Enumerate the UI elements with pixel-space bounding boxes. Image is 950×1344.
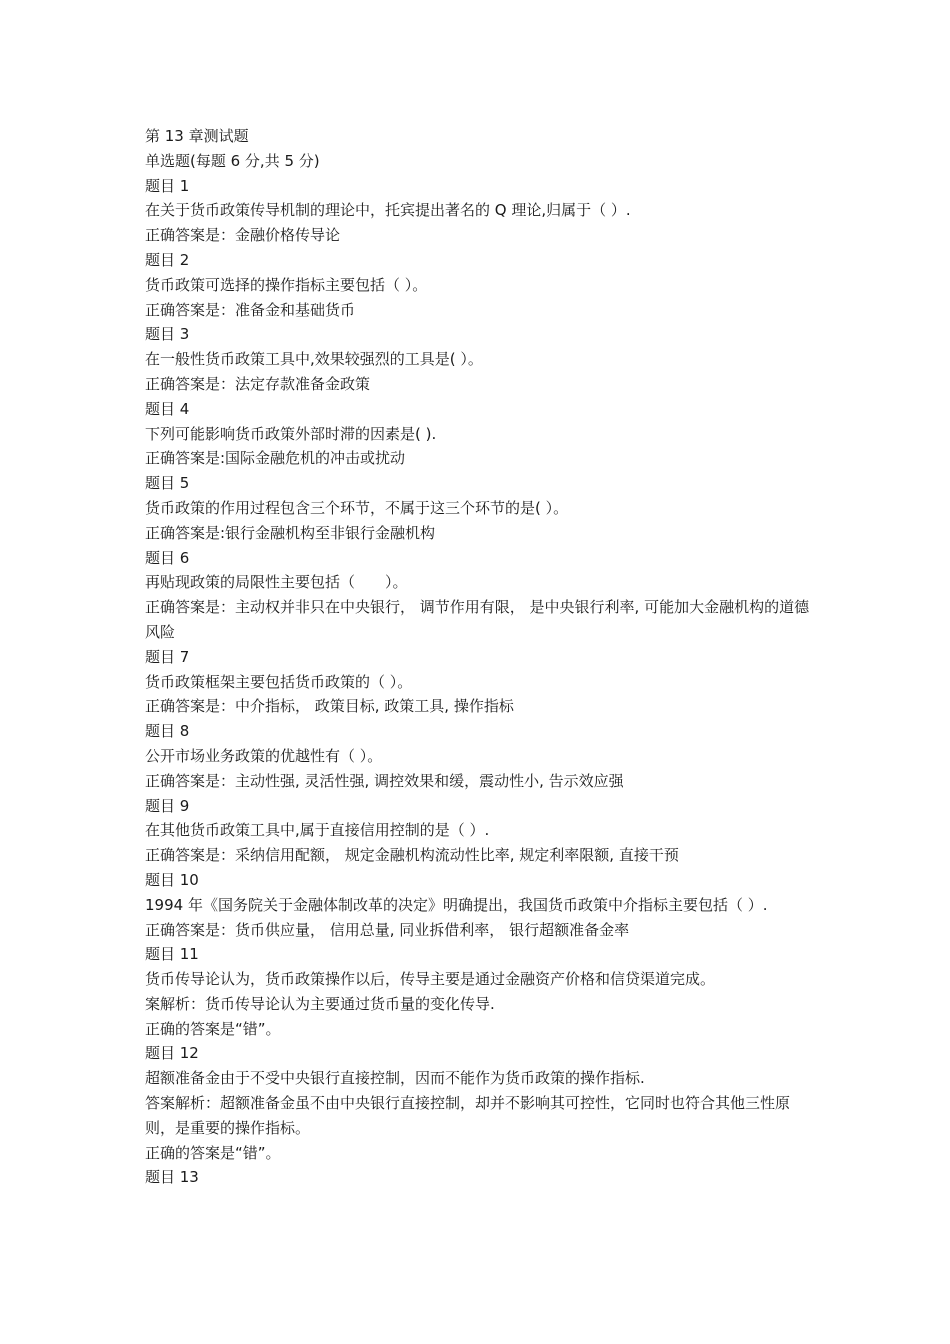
question-answer: 正确答案是：金融价格传导论 [145,226,341,245]
judgment-label: 题目 11 [145,945,199,964]
document-page [145,124,817,1190]
question-stem: 货币政策框架主要包括货币政策的（ ）。 [145,672,413,691]
question-stem: 在其他货币政策工具中,属于直接信用控制的是（ ）. [145,821,490,840]
question-stem: 在关于货币政策传导机制的理论中，托宾提出著名的 Q 理论,归属于（ ）. [145,201,631,220]
judgment-answer: 正确的答案是“错”。 [145,1019,281,1038]
question-label: 题目 3 [145,325,190,344]
question-label: 题目 1 [145,176,190,195]
question-answer: 正确答案是:银行金融机构至非银行金融机构 [145,523,436,542]
question-label: 题目 4 [145,399,190,418]
question-label: 题目 5 [145,474,190,493]
judgment-answer: 正确的答案是“错”。 [145,1143,281,1162]
question-answer: 正确答案是：准备金和基础货币 [145,300,356,319]
judgment-label: 题目 12 [145,1044,199,1063]
question-stem: 下列可能影响货币政策外部时滞的因素是( ). [145,424,437,443]
document-title: 第 13 章测试题 [145,127,249,145]
question-label: 题目 6 [145,548,190,567]
question-answer: 正确答案是：主动性强, 灵活性强, 调控效果和缓，震动性小, 告示效应强 [145,771,624,790]
question-stem: 1994 年《国务院关于金融体制改革的决定》明确提出，我国货币政策中介指标主要包括（ ）. [145,895,768,914]
question-stem: 公开市场业务政策的优越性有（ ）。 [145,746,383,765]
question-stem: 再贴现政策的局限性主要包括（ ）。 [145,573,408,592]
question-answer: 正确答案是：货币供应量， 信用总量, 同业拆借利率， 银行超额准备金率 [145,920,630,939]
judgment-analysis: 答案解析：超额准备金虽不由中央银行直接控制，却并不影响其可控性，它同时也符合其他三性原则，是重要的操作指标。 [145,1094,791,1137]
question-answer: 正确答案是:国际金融危机的冲击或扰动 [145,449,406,468]
question-answer: 正确答案是：法定存款准备金政策 [145,374,371,393]
question-answer: 正确答案是：采纳信用配额， 规定金融机构流动性比率, 规定利率限额, 直接干预 [145,846,679,865]
question-label: 题目 7 [145,647,190,666]
question-label: 题目 2 [145,250,190,269]
question-label: 题目 13 [145,1168,199,1187]
question-stem: 货币政策的作用过程包含三个环节，不属于这三个环节的是( ）。 [145,498,569,517]
section-heading: 单选题(每题 6 分,共 5 分) [145,151,320,170]
judgment-analysis: 案解析：货币传导论认为主要通过货币量的变化传导. [145,994,495,1013]
question-label: 题目 8 [145,722,190,741]
judgment-stem: 货币传导论认为，货币政策操作以后，传导主要是通过金融资产价格和信贷渠道完成。 [145,970,716,989]
question-stem: 在一般性货币政策工具中,效果较强烈的工具是( ）。 [145,350,483,369]
question-label: 题目 10 [145,870,199,889]
judgment-stem: 超额准备金由于不受中央银行直接控制，因而不能作为货币政策的操作指标. [145,1069,645,1088]
question-answer: 正确答案是：主动权并非只在中央银行， 调节作用有限， 是中央银行利率, 可能加大金融机构的道德风险 [145,598,810,641]
question-answer: 正确答案是：中介指标， 政策目标, 政策工具, 操作指标 [145,697,514,716]
question-stem: 货币政策可选择的操作指标主要包括（ ）。 [145,275,428,294]
question-label: 题目 9 [145,796,190,815]
